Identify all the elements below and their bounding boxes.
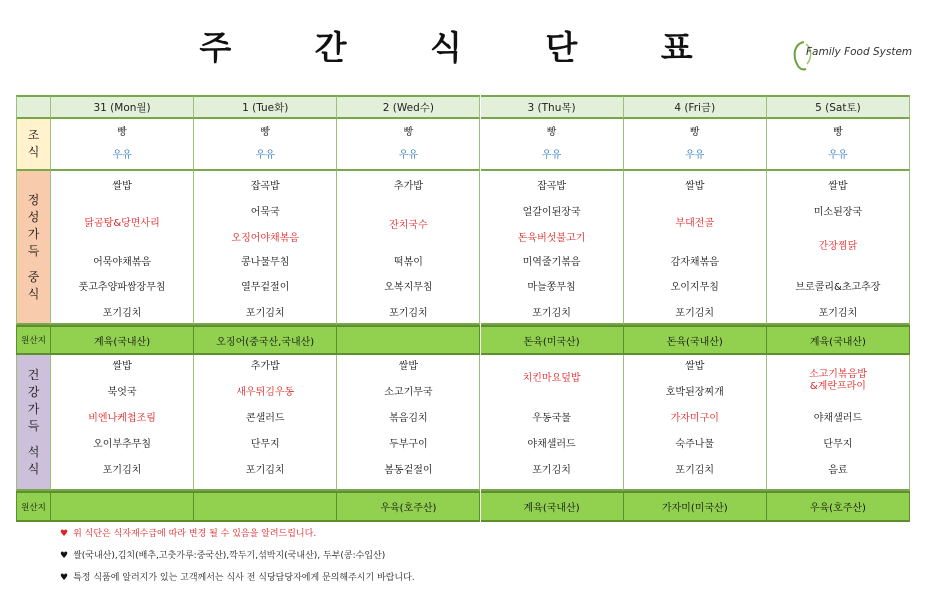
lunch_origin-cell: 오징어(중국산,국내산) [194,325,337,355]
menu-item: 열무겉절이 [241,282,290,293]
menu-item: 미소된장국 [813,207,863,218]
menu-item: 빵 [260,127,271,138]
day-header: 5 (Sat토) [767,95,910,119]
breakfast-cell [767,119,910,171]
menu-item: 봄동겉절이 [384,465,433,476]
row-label-char: 정 [27,192,40,207]
menu-item: 우유 [255,150,275,161]
menu-item: 포기김치 [818,308,858,319]
menu-item: 추가밥 [393,181,423,192]
lunch-cell [481,171,624,325]
lunch-cell [767,171,910,325]
menu-item: 빵 [117,127,127,138]
lunch-cell [337,171,480,325]
menu-item: 쌀밥 [398,361,419,372]
row-label-char: 득 [27,243,40,258]
menu-item: 야채샐러드 [527,439,576,450]
menu-item: 포기김치 [245,465,285,476]
menu-item: 북엇국 [107,387,137,398]
weekly-menu-table [16,95,910,522]
menu-item: 잡곡밥 [250,181,280,192]
menu-item: 포기김치 [675,465,715,476]
page-title: 주 간 식 단 표 [199,28,729,67]
menu-item: 치킨마요덮밥 [522,373,581,384]
menu-item: 포기김치 [245,308,285,319]
origin-label: 원산지 [16,491,51,522]
menu-item: 콘샐러드 [245,413,285,424]
menu-item: 쌀밥 [685,361,705,372]
breakfast-cell [51,119,194,171]
heart-icon: ♥ [60,551,69,561]
dinner-cell [624,355,767,491]
dinner_origin-cell: 우육(호주산) [767,491,910,522]
menu-item: 음료 [828,465,848,476]
header-corner [16,95,51,119]
menu-item: 야채샐러드 [813,413,863,424]
row-label-char: 건 [27,367,40,382]
menu-item: 감자채볶음 [670,257,719,268]
menu-item: 포기김치 [532,308,571,319]
menu-item: 미역줄기볶음 [522,257,581,268]
menu-item: 우유 [828,150,848,161]
row-label-char: 강 [27,384,40,399]
menu-item: 떡볶이 [393,257,423,268]
menu-item: 포기김치 [675,308,715,319]
lunch_origin-cell: 계육(국내산) [767,325,910,355]
row-label-char: 득 [27,418,40,433]
menu-item: 빵 [403,127,414,138]
menu-item: 두부구이 [389,439,428,450]
row-label-char: 석 [27,444,40,459]
row-label-char: 성 [27,209,40,224]
origin-label: 원산지 [16,325,51,355]
breakfast-cell [337,119,480,171]
note-text: 쌀(국내산),김치(배추,고춧가루:중국산),깍두기,섞박지(국내산), 두부(콩:수입산) [73,551,386,561]
dinner_origin-cell: 우육(호주산) [337,491,480,522]
menu-item: 우유 [112,150,132,161]
lunch_origin-cell: 돈육(국내산) [624,325,767,355]
day-header: 4 (Fri금) [624,95,767,119]
menu-item: 가자미구이 [670,413,719,424]
menu-item: 돈육버섯불고기 [517,233,586,244]
row-label-char: 가 [27,226,40,241]
menu-item: 포기김치 [389,308,428,319]
dinner-cell [337,355,480,491]
menu-item: 단무지 [823,439,853,450]
row-label-char [32,260,36,269]
row-label-char: 식 [27,145,40,159]
row-label-char: 조 [27,128,40,142]
menu-item: 우유 [541,150,562,161]
menu-item-line: &계란프라이 [809,381,866,392]
menu-item: 포기김치 [102,308,142,319]
menu-item: 포기김치 [102,465,142,476]
menu-item: 호박된장찌개 [665,387,724,398]
dinner-cell [51,355,194,491]
menu-item: 우유 [398,150,419,161]
menu-item: 볶음김치 [389,413,428,424]
menu-item: 우동국물 [532,413,571,424]
day-header: 1 (Tue화) [194,95,337,119]
dinner-cell [194,355,337,491]
brand-logo [790,38,920,72]
dinner_origin-cell [194,491,337,522]
menu-item [767,369,909,393]
menu-item: 숙주나물 [675,439,715,450]
lunch_origin-cell: 돈육(미국산) [481,325,624,355]
breakfast-label [16,119,51,171]
heart-icon: ♥ [60,573,69,583]
menu-item: 오이부추무침 [93,439,152,450]
note-text: 특정 식품에 알러지가 있는 고객께서는 식사 전 식당담당자에게 문의해주시기 바랍니다. [73,573,415,583]
note-item [60,548,385,561]
menu-item: 오복지무침 [384,282,433,293]
menu-item: 잔치국수 [389,220,428,231]
menu-item: 콩나물무침 [241,257,290,268]
menu-item: 얼갈이된장국 [522,207,581,218]
lunch_origin-cell [337,325,480,355]
dinner-cell [481,355,624,491]
day-header: 3 (Thu목) [481,95,624,119]
lunch-cell [194,171,337,325]
menu-item: 추가밥 [250,361,280,372]
breakfast-cell [194,119,337,171]
menu-item: 오징어야채볶음 [231,233,300,244]
menu-item: 마늘쫑무침 [527,282,576,293]
dinner_origin-cell: 가자미(미국산) [624,491,767,522]
menu-item: 어묵야채볶음 [93,257,152,268]
breakfast-cell [481,119,624,171]
note-item [60,570,415,583]
menu-item: 소고기무국 [384,387,433,398]
row-label-char: 식 [27,461,40,476]
note-text: 위 식단은 식자재수급에 따라 변경 될 수 있음을 알려드립니다. [73,529,317,539]
menu-item: 새우튀김우동 [236,387,295,398]
breakfast-cell [624,119,767,171]
lunch-label [16,171,51,325]
row-label-char: 가 [27,401,40,416]
menu-item: 간장찜닭 [818,241,858,252]
menu-item: 비엔나케첩조림 [88,413,156,424]
menu-item: 부대전골 [675,218,715,229]
menu-item-line: 소고기볶음밥 [808,369,867,380]
row-label-char [32,435,36,444]
menu-item: 단무지 [250,439,280,450]
menu-item: 브로콜리&초고추장 [795,282,881,293]
day-header: 31 (Mon월) [51,95,194,119]
dinner-label [16,355,51,491]
menu-item: 우유 [685,150,705,161]
dinner-cell [767,355,910,491]
menu-item: 포기김치 [532,465,571,476]
menu-item: 쌀밥 [112,181,132,192]
note-item [60,526,316,539]
menu-item: 오이지무침 [670,282,719,293]
heart-icon: ♥ [60,529,69,539]
dinner_origin-cell [51,491,194,522]
menu-item: 빵 [689,127,700,138]
row-label-char: 식 [27,286,40,301]
lunch_origin-cell: 계육(국내산) [51,325,194,355]
menu-item: 쌀밥 [112,361,132,372]
menu-item: 어묵국 [250,207,280,218]
menu-item: 빵 [833,127,843,138]
menu-item: 빵 [546,127,557,138]
menu-item: 닭곰탕&당면사리 [84,218,160,229]
lunch-cell [624,171,767,325]
menu-item: 쌀밥 [685,181,705,192]
menu-item: 풋고추양파쌈장무침 [78,282,166,293]
menu-item: 쌀밥 [828,181,848,192]
lunch-cell [51,171,194,325]
row-label-char: 중 [27,269,40,284]
logo-text: Family Food System [806,46,913,58]
menu-item: 잡곡밥 [537,181,567,192]
day-header: 2 (Wed수) [337,95,480,119]
dinner_origin-cell: 계육(국내산) [481,491,624,522]
